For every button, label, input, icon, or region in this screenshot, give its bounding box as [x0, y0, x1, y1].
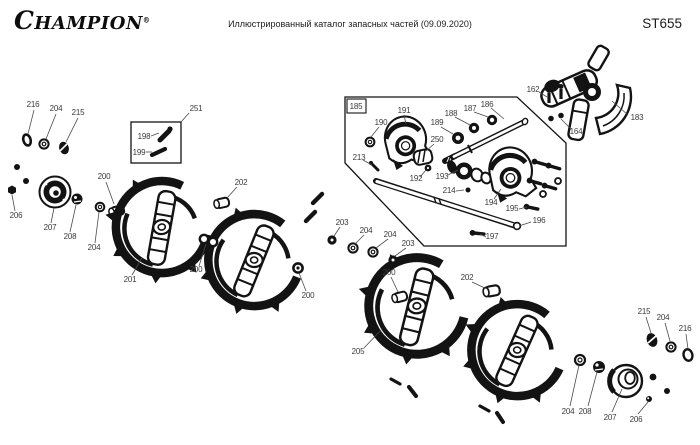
auger-205: [357, 249, 467, 367]
callout-200: 200: [189, 265, 203, 274]
ring-190: [366, 138, 375, 147]
callout-208: 208: [578, 407, 592, 416]
bearing-housing-194: [485, 143, 537, 203]
callout-207: 207: [603, 413, 617, 422]
callout-203: 203: [335, 218, 349, 227]
pin-dots-left: [14, 164, 29, 184]
model-code: ST655: [642, 16, 682, 31]
callout-183: 183: [630, 113, 644, 122]
chute-bracket-183: [539, 44, 631, 140]
callout-193: 193: [435, 172, 449, 181]
bolt-197: [469, 230, 484, 237]
callout-206: 206: [9, 211, 23, 220]
callout-202: 202: [234, 178, 248, 187]
hub-207-left: [40, 177, 71, 208]
callout-199: 199: [132, 148, 146, 157]
callout-194: 194: [484, 198, 498, 207]
callout-204: 204: [656, 313, 670, 322]
hub-207-right: [610, 365, 642, 397]
washer-203-a: [327, 235, 336, 244]
washer-203-d: [388, 255, 397, 264]
seal-ring-216-left: [22, 134, 32, 147]
pin-dots-right: [646, 374, 670, 402]
hex-nut-206-left: [8, 186, 16, 195]
callout-190: 190: [374, 118, 388, 127]
bolt-198: [160, 126, 173, 140]
champion-logo: [14, 6, 150, 35]
spacer-202-left: [213, 197, 230, 209]
callout-185: 185: [349, 102, 363, 111]
callout-196: 196: [532, 216, 546, 225]
callout-216: 216: [26, 100, 40, 109]
callout-195: 195: [505, 204, 519, 213]
bearing-assembly-193: [445, 159, 492, 185]
bushing-200-mid: [391, 291, 408, 303]
callout-192: 192: [409, 174, 423, 183]
callout-203: 203: [401, 239, 415, 248]
callout-191: 191: [397, 106, 411, 115]
callouts: [10, 85, 692, 424]
washer-204-right-b: [666, 342, 675, 351]
pin-199: [152, 149, 165, 155]
bearing-189: [452, 132, 464, 144]
callout-216: 216: [678, 324, 692, 333]
page-title: Иллюстрированный каталог запасных частей (09.09.2020): [228, 19, 472, 29]
callout-200: 200: [301, 291, 315, 300]
ring-200-mid: [293, 263, 302, 272]
callout-204: 204: [87, 243, 101, 252]
leader-lines: [9, 92, 688, 414]
registered-mark: ®: [142, 15, 151, 25]
callout-197: 197: [485, 232, 499, 241]
washer-187: [487, 115, 497, 125]
pin-214: [466, 188, 471, 193]
callout-202: 202: [460, 273, 474, 282]
callout-214: 214: [442, 186, 456, 195]
callout-189: 189: [430, 118, 444, 127]
callout-251: 251: [189, 104, 203, 113]
logo-first-letter: C: [14, 6, 35, 35]
ring-216-right: [682, 348, 693, 361]
callout-201: 201: [123, 275, 137, 284]
screw-213: [369, 161, 378, 170]
nut-208-left: [72, 194, 83, 205]
auger-inner-left: [196, 205, 301, 318]
gear-250: [413, 148, 434, 165]
callout-215: 215: [637, 307, 651, 316]
callout-207: 207: [43, 223, 57, 232]
callout-204: 204: [383, 230, 397, 239]
callout-213: 213: [352, 153, 366, 162]
callout-250: 250: [430, 135, 444, 144]
callout-187: 187: [463, 104, 477, 113]
washer-204-c: [368, 247, 377, 256]
callout-186: 186: [480, 100, 494, 109]
callout-204: 204: [49, 104, 63, 113]
callout-206: 206: [629, 415, 643, 424]
washer-204-b: [348, 243, 357, 252]
seal-215-left: [58, 141, 71, 156]
spacer-202-mid: [482, 285, 500, 298]
callout-204: 204: [561, 407, 575, 416]
callout-215: 215: [71, 108, 85, 117]
auger-inner-right: [458, 294, 567, 410]
callout-200: 200: [382, 268, 396, 277]
callout-164: 164: [569, 127, 583, 136]
washer-188: [469, 123, 479, 133]
callout-204: 204: [359, 226, 373, 235]
loose-bolts-mid: [306, 194, 322, 221]
washer-204-left-bottom: [96, 203, 105, 212]
callout-198: 198: [137, 132, 151, 141]
seal-215-right: [645, 332, 660, 349]
callout-205: 205: [351, 347, 365, 356]
callout-208: 208: [63, 232, 77, 241]
logo-rest: HAMPION: [34, 13, 143, 34]
callout-188: 188: [444, 109, 458, 118]
nut-208-right: [593, 361, 605, 373]
callout-200: 200: [97, 172, 111, 181]
callout-162: 162: [526, 85, 540, 94]
washer-204-right-a: [575, 355, 585, 365]
washer-204-left-top: [39, 139, 48, 148]
